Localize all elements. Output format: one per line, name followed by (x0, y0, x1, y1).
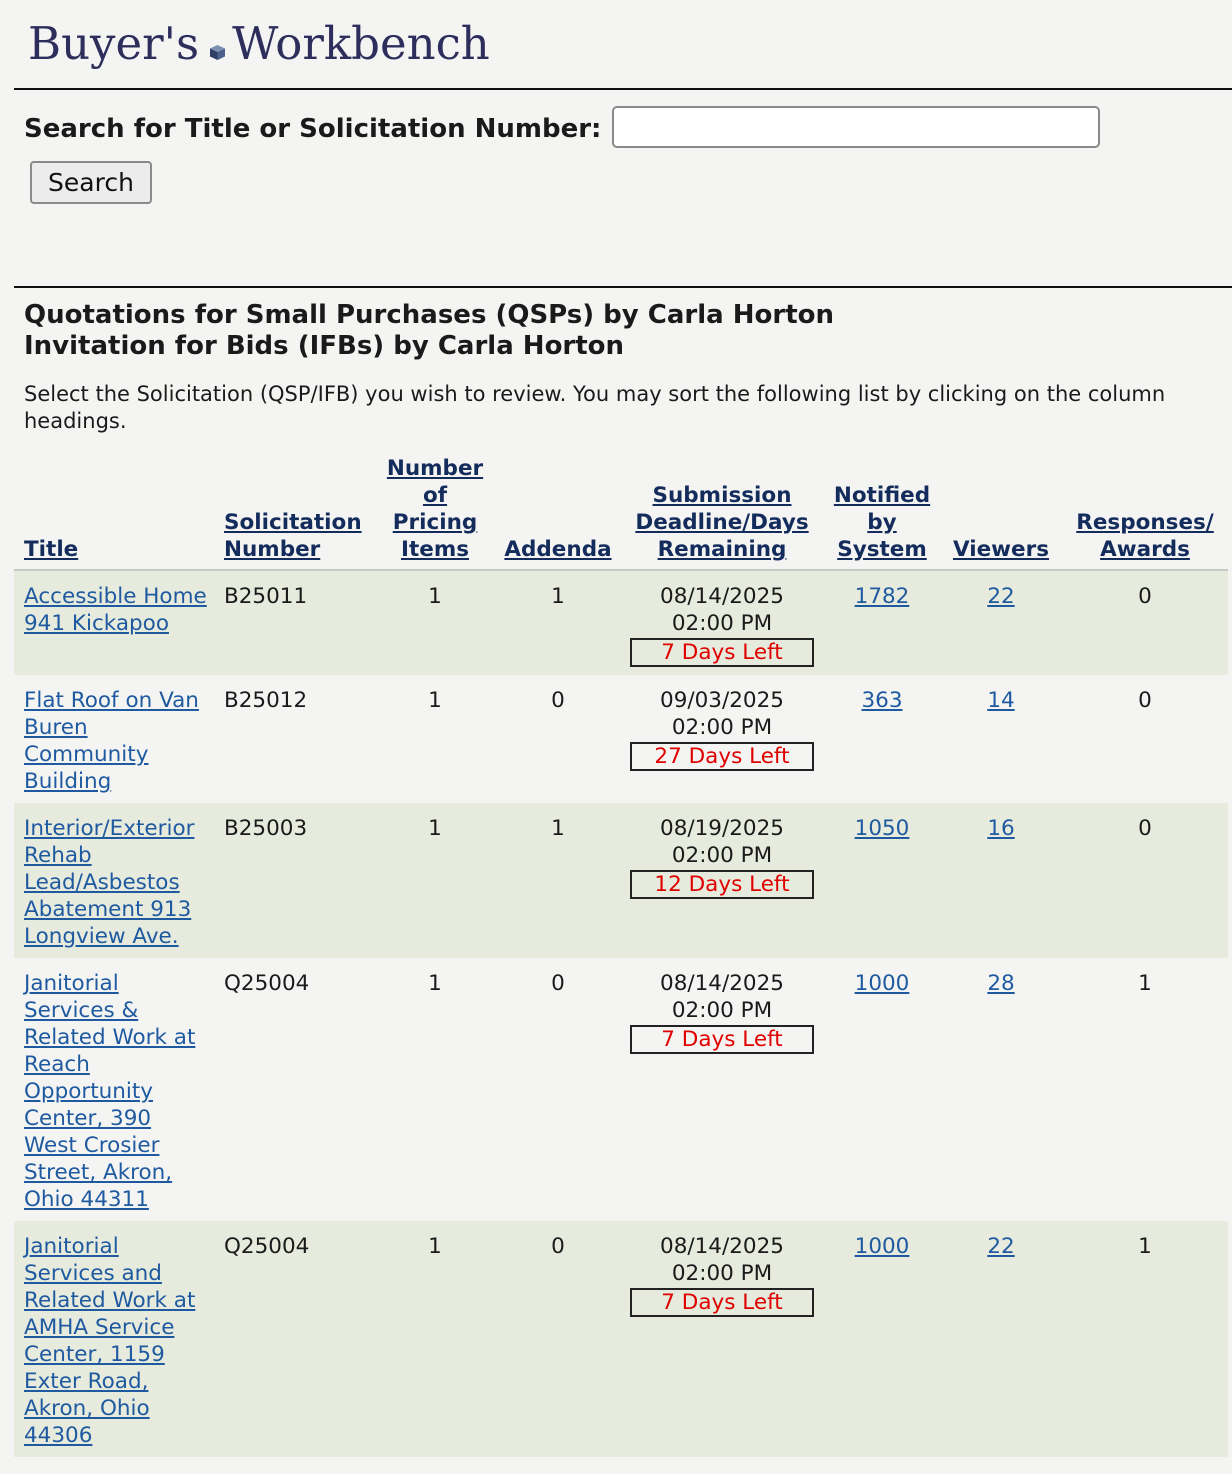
column-header-notified[interactable]: Notified by System (833, 483, 931, 562)
solicitation-title-link[interactable]: Janitorial Services and Related Work at AMHA Service Center, 1159 Exter Road, Akron, Ohio 44306 (24, 1234, 196, 1448)
column-header-title[interactable]: Title (24, 537, 79, 562)
deadline-date: 08/14/2025 (660, 584, 784, 609)
cube-icon (209, 16, 226, 33)
logo-text-right: Workbench (232, 17, 490, 70)
solicitations-table (14, 455, 1228, 1457)
column-header-responses[interactable]: Responses/ Awards (1076, 510, 1214, 562)
table-row (14, 675, 1228, 803)
solicitation-number: Q25004 (224, 971, 310, 996)
deadline-cell (620, 570, 820, 675)
deadline-time: 02:00 PM (671, 843, 773, 868)
viewers-count-link[interactable]: 28 (987, 971, 1015, 996)
notified-count-link[interactable]: 1000 (854, 971, 910, 996)
viewers-count-link[interactable]: 22 (987, 584, 1015, 609)
table-row (14, 1221, 1228, 1457)
solicitation-number: Q25004 (224, 1234, 310, 1259)
deadline-cell (620, 803, 820, 958)
responses-count: 1 (1138, 1234, 1152, 1259)
addenda-count: 0 (551, 971, 565, 996)
notified-count-link[interactable]: 1782 (854, 584, 910, 609)
column-header-pricing-items[interactable]: Number of Pricing Items (386, 456, 484, 562)
divider-middle (14, 286, 1232, 288)
solicitation-title-link[interactable]: Janitorial Services & Related Work at Reach Opportunity Center, 390 West Crosier Street, Akron, Ohio 44311 (24, 971, 196, 1212)
heading-qsp: Quotations for Small Purchases (QSPs) by Carla Horton (24, 300, 834, 330)
responses-count: 0 (1138, 816, 1152, 841)
column-header-solicitation[interactable]: Solicitation Number (224, 510, 362, 562)
solicitation-title-link[interactable]: Flat Roof on Van Buren Community Building (24, 688, 199, 794)
table-row (14, 803, 1228, 958)
responses-count: 1 (1138, 971, 1152, 996)
days-left-badge: 7 Days Left (630, 1025, 814, 1054)
logo-text-left: Buyer's (28, 17, 200, 70)
viewers-count-link[interactable]: 14 (987, 688, 1015, 713)
addenda-count: 0 (551, 688, 565, 713)
solicitation-title-link[interactable]: Accessible Home 941 Kickapoo (24, 584, 207, 636)
deadline-time: 02:00 PM (671, 998, 773, 1023)
deadline-date: 08/19/2025 (660, 816, 784, 841)
divider-top (14, 88, 1232, 90)
pricing-items-count: 1 (428, 971, 442, 996)
addenda-count: 1 (551, 816, 565, 841)
solicitation-number: B25011 (224, 584, 308, 609)
pricing-items-count: 1 (428, 1234, 442, 1259)
pricing-items-count: 1 (428, 584, 442, 609)
app-logo (28, 14, 490, 74)
viewers-count-link[interactable]: 22 (987, 1234, 1015, 1259)
days-left-badge: 7 Days Left (630, 1288, 814, 1317)
deadline-time: 02:00 PM (671, 715, 773, 740)
pricing-items-count: 1 (428, 816, 442, 841)
deadline-time: 02:00 PM (671, 611, 773, 636)
days-left-badge: 12 Days Left (630, 870, 814, 899)
solicitation-number: B25012 (224, 688, 308, 713)
table-row (14, 958, 1228, 1221)
days-left-badge: 27 Days Left (630, 742, 814, 771)
deadline-date: 09/03/2025 (660, 688, 784, 713)
deadline-date: 08/14/2025 (660, 971, 784, 996)
search-label: Search for Title or Solicitation Number: (24, 114, 602, 144)
column-header-deadline[interactable]: Submission Deadline/Days Remaining (635, 483, 809, 562)
column-header-viewers[interactable]: Viewers (952, 537, 1050, 562)
responses-count: 0 (1138, 688, 1152, 713)
addenda-count: 1 (551, 584, 565, 609)
table-row (14, 570, 1228, 675)
deadline-cell (620, 958, 820, 1221)
notified-count-link[interactable]: 1050 (854, 816, 910, 841)
solicitation-number: B25003 (224, 816, 308, 841)
heading-ifb: Invitation for Bids (IFBs) by Carla Horton (24, 331, 625, 361)
viewers-count-link[interactable]: 16 (987, 816, 1015, 841)
deadline-cell (620, 1221, 820, 1457)
deadline-time: 02:00 PM (671, 1261, 773, 1286)
search-button[interactable]: Search (30, 161, 152, 204)
column-header-addenda[interactable]: Addenda (504, 537, 612, 562)
addenda-count: 0 (551, 1234, 565, 1259)
search-input[interactable] (612, 106, 1100, 148)
solicitation-title-link[interactable]: Interior/Exterior Rehab Lead/Asbestos Abatement 913 Longview Ave. (24, 816, 195, 949)
intro-text: Select the Solicitation (QSP/IFB) you wish to review. You may sort the following list by clicking on the column headings. (24, 382, 1166, 433)
responses-count: 0 (1138, 584, 1152, 609)
deadline-date: 08/14/2025 (660, 1234, 784, 1259)
pricing-items-count: 1 (428, 688, 442, 713)
deadline-cell (620, 675, 820, 803)
notified-count-link[interactable]: 363 (861, 688, 903, 713)
table-header-row (14, 455, 1228, 570)
notified-count-link[interactable]: 1000 (854, 1234, 910, 1259)
days-left-badge: 7 Days Left (630, 638, 814, 667)
